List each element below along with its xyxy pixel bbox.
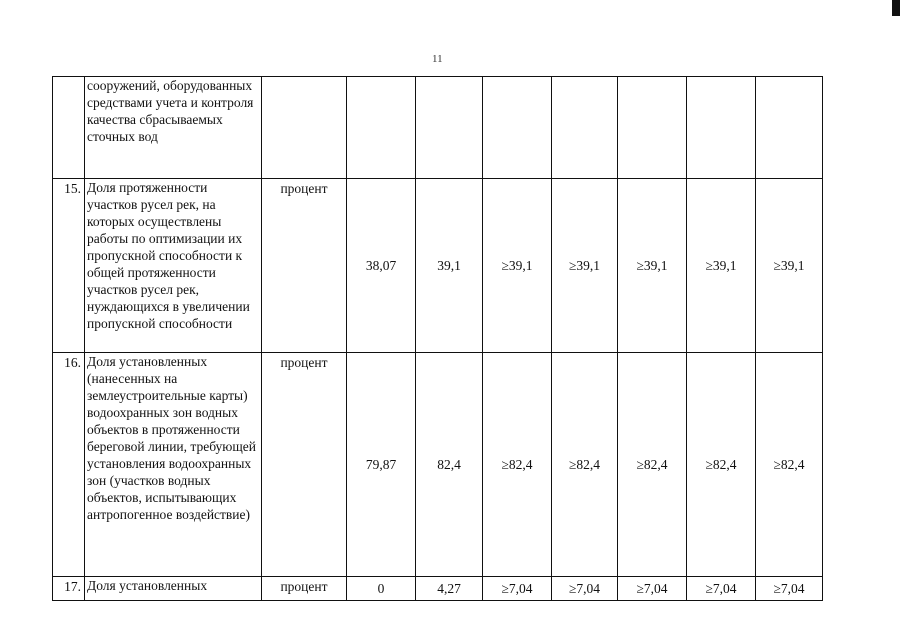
row-number-cell: 17.	[53, 577, 85, 601]
value-cell: ≥82,4	[618, 353, 687, 577]
indicator-name-cell: Доля протяженности участков русел рек, на которых осуществлены работы по оптимизации их пропускной способности к общей протяженности участков русел рек, нуждающихся в увеличении пропускной способности	[85, 179, 262, 353]
unit-cell: процент	[262, 577, 347, 601]
unit-cell	[262, 77, 347, 179]
value-cell: ≥39,1	[618, 179, 687, 353]
value-cell	[416, 77, 483, 179]
value-cell: ≥7,04	[618, 577, 687, 601]
value-cell: 82,4	[416, 353, 483, 577]
value-cell	[756, 77, 823, 179]
value-cell: ≥82,4	[552, 353, 618, 577]
page-number: 11	[432, 53, 443, 65]
value-cell: 79,87	[347, 353, 416, 577]
value-cell	[483, 77, 552, 179]
value-cell: ≥7,04	[483, 577, 552, 601]
indicator-name-cell: Доля установленных (нанесенных на землеустроительные карты) водоохранных зон водных объектов в протяженности береговой линии, требующей установления водоохранных зон (участков водных объектов, испытывающих антропогенное воздействие)	[85, 353, 262, 577]
value-cell: ≥7,04	[552, 577, 618, 601]
value-cell: 4,27	[416, 577, 483, 601]
value-cell	[552, 77, 618, 179]
row-number-cell	[53, 77, 85, 179]
table-row	[53, 577, 823, 601]
row-number-cell: 15.	[53, 179, 85, 353]
value-cell: ≥39,1	[552, 179, 618, 353]
value-cell: 0	[347, 577, 416, 601]
table-row	[53, 353, 823, 577]
value-cell: ≥7,04	[756, 577, 823, 601]
value-cell	[687, 77, 756, 179]
value-cell: ≥82,4	[483, 353, 552, 577]
scan-edge-mark	[892, 0, 900, 16]
row-number-cell: 16.	[53, 353, 85, 577]
value-cell: ≥39,1	[483, 179, 552, 353]
value-cell: ≥82,4	[687, 353, 756, 577]
indicator-name-cell: сооружений, оборудованных средствами учета и контроля качества сбрасываемых сточных вод	[85, 77, 262, 179]
unit-cell: процент	[262, 353, 347, 577]
table-row	[53, 77, 823, 179]
value-cell: ≥39,1	[756, 179, 823, 353]
value-cell	[618, 77, 687, 179]
value-cell: 38,07	[347, 179, 416, 353]
value-cell: ≥39,1	[687, 179, 756, 353]
indicator-name-cell: Доля установленных	[85, 577, 262, 601]
unit-cell: процент	[262, 179, 347, 353]
table-row	[53, 179, 823, 353]
value-cell: 39,1	[416, 179, 483, 353]
value-cell: ≥7,04	[687, 577, 756, 601]
indicators-table	[52, 76, 823, 601]
value-cell	[347, 77, 416, 179]
value-cell: ≥82,4	[756, 353, 823, 577]
